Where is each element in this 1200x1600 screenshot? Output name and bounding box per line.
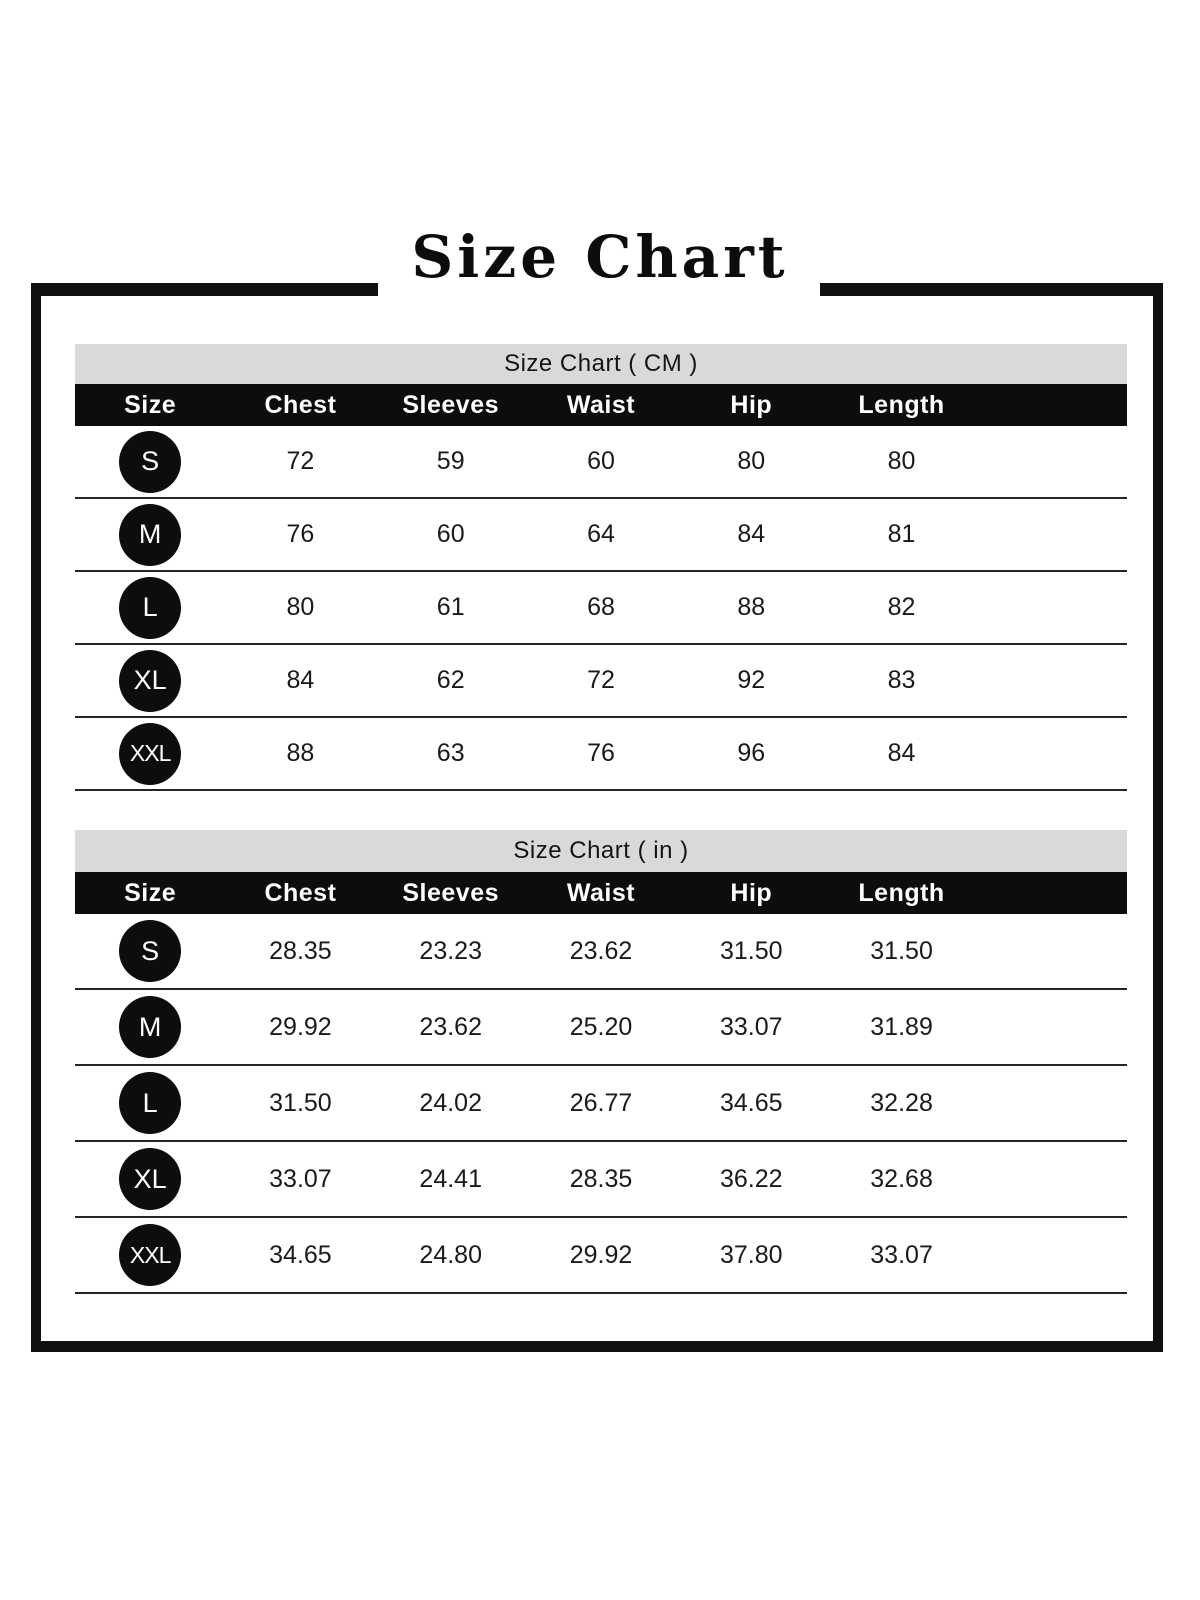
waist-value: 29.92 (569, 1240, 633, 1269)
size-badge: S (119, 431, 181, 493)
table-row (75, 1066, 1127, 1142)
chest-value: 29.92 (269, 1012, 332, 1041)
length-value: 80 (887, 447, 916, 475)
sleeves-value: 24.02 (419, 1088, 482, 1117)
size-cell (75, 914, 225, 988)
spacer-cell (977, 718, 1127, 789)
table-row (75, 990, 1127, 1066)
header-cell-waist: Waist (566, 878, 636, 907)
header-cell-empty (977, 872, 1127, 914)
hip-value: 88 (737, 593, 766, 621)
size-cell (75, 572, 225, 643)
waist-value: 76 (587, 739, 615, 767)
hip-value: 36.22 (720, 1164, 783, 1193)
sleeves-value: 24.41 (419, 1164, 482, 1193)
table-header-row (75, 384, 1127, 426)
spacer-cell (977, 914, 1127, 988)
length-value: 84 (887, 739, 916, 767)
table-row (75, 718, 1127, 791)
size-cell (75, 499, 225, 570)
length-value: 31.50 (870, 936, 933, 965)
size-cell (75, 718, 225, 789)
table-row (75, 499, 1127, 572)
chest-value: 76 (286, 520, 315, 548)
header-cell-size: Size (124, 878, 177, 907)
hip-value: 96 (737, 739, 766, 767)
waist-value: 64 (587, 520, 615, 548)
chest-value: 28.35 (269, 936, 332, 965)
header-cell-chest: Chest (264, 878, 337, 907)
header-cell-hip: Hip (730, 878, 773, 907)
table-header-row (75, 872, 1127, 914)
size-cell (75, 990, 225, 1064)
size-badge: M (119, 504, 181, 566)
spacer-cell (977, 990, 1127, 1064)
sleeves-value: 61 (436, 593, 465, 621)
header-cell-sleeves: Sleeves (402, 390, 500, 419)
chest-value: 72 (286, 447, 315, 475)
spacer-cell (977, 1218, 1127, 1292)
size-badge: L (119, 577, 181, 639)
sleeves-value: 60 (436, 520, 465, 548)
sleeves-value: 23.62 (419, 1012, 482, 1041)
table-row (75, 572, 1127, 645)
spacer-cell (977, 1066, 1127, 1140)
waist-value: 26.77 (569, 1088, 633, 1117)
size-chart-in-table (75, 830, 1127, 1294)
hip-value: 80 (737, 447, 766, 475)
length-value: 81 (887, 520, 916, 548)
size-badge: XXL (119, 1224, 181, 1286)
sleeves-value: 63 (436, 739, 465, 767)
size-badge: XXL (119, 723, 181, 785)
length-value: 83 (887, 666, 916, 694)
table-row (75, 914, 1127, 990)
sleeves-value: 24.80 (419, 1240, 482, 1269)
header-cell-sleeves: Sleeves (402, 878, 500, 907)
size-badge: XL (119, 1148, 181, 1210)
chest-value: 33.07 (269, 1164, 332, 1193)
hip-value: 84 (737, 520, 766, 548)
table-row (75, 1142, 1127, 1218)
spacer-cell (977, 426, 1127, 497)
chest-value: 80 (286, 593, 315, 621)
size-cell (75, 1218, 225, 1292)
waist-value: 23.62 (569, 936, 633, 965)
header-cell-chest: Chest (264, 390, 337, 419)
sleeves-value: 23.23 (419, 936, 482, 965)
header-cell-length: Length (858, 390, 945, 419)
sleeves-value: 59 (436, 447, 465, 475)
header-cell-length: Length (858, 878, 945, 907)
page-title: Size Chart (411, 223, 789, 291)
size-badge: L (119, 1072, 181, 1134)
waist-value: 68 (587, 593, 615, 621)
header-cell-size: Size (124, 390, 177, 419)
chest-value: 88 (286, 739, 315, 767)
sleeves-value: 62 (436, 666, 465, 694)
length-value: 33.07 (870, 1240, 933, 1269)
length-value: 82 (887, 593, 916, 621)
chest-value: 34.65 (269, 1240, 332, 1269)
hip-value: 31.50 (720, 936, 783, 965)
size-cell (75, 426, 225, 497)
size-cell (75, 645, 225, 716)
size-cell (75, 1142, 225, 1216)
table-row (75, 426, 1127, 499)
hip-value: 37.80 (720, 1240, 783, 1269)
chest-value: 84 (286, 666, 315, 694)
table-caption-in: Size Chart ( in ) (75, 830, 1127, 872)
size-chart-cm-table (75, 344, 1127, 791)
size-badge: S (119, 920, 181, 982)
spacer-cell (977, 1142, 1127, 1216)
spacer-cell (977, 499, 1127, 570)
waist-value: 72 (587, 666, 615, 694)
size-cell (75, 1066, 225, 1140)
header-cell-empty (977, 384, 1127, 426)
spacer-cell (977, 572, 1127, 643)
waist-value: 25.20 (569, 1012, 633, 1041)
hip-value: 92 (737, 666, 766, 694)
waist-value: 60 (587, 447, 615, 475)
table-caption-cm: Size Chart ( CM ) (75, 344, 1127, 384)
size-badge: M (119, 996, 181, 1058)
length-value: 31.89 (870, 1012, 933, 1041)
waist-value: 28.35 (569, 1164, 633, 1193)
table-row (75, 645, 1127, 718)
header-cell-waist: Waist (566, 390, 636, 419)
header-cell-hip: Hip (730, 390, 773, 419)
length-value: 32.28 (870, 1088, 933, 1117)
size-badge: XL (119, 650, 181, 712)
hip-value: 34.65 (720, 1088, 783, 1117)
hip-value: 33.07 (720, 1012, 783, 1041)
chest-value: 31.50 (269, 1088, 332, 1117)
spacer-cell (977, 645, 1127, 716)
length-value: 32.68 (870, 1164, 933, 1193)
table-row (75, 1218, 1127, 1294)
